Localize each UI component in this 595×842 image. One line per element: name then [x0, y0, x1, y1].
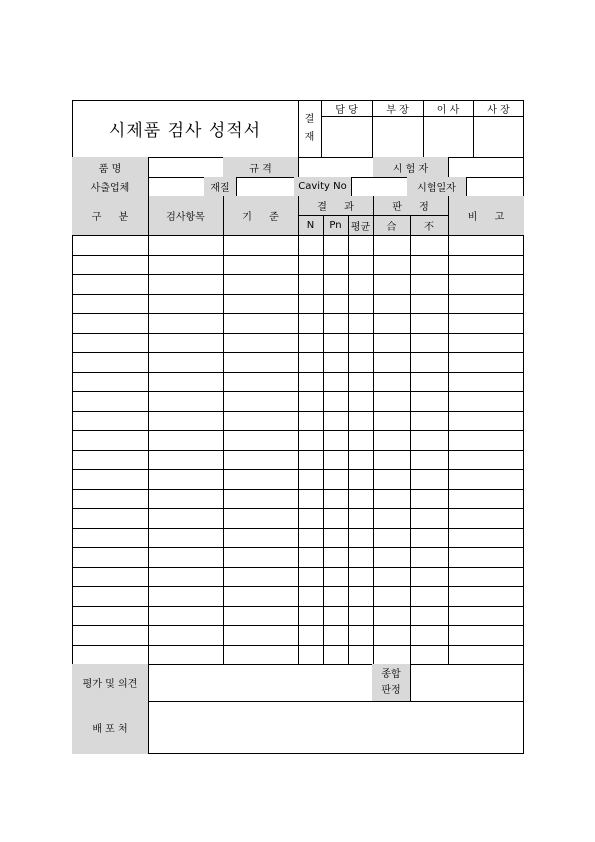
table-row	[72, 411, 524, 431]
table-cell[interactable]	[373, 235, 410, 255]
table-cell[interactable]	[148, 646, 223, 665]
cavity-label: Cavity No	[294, 177, 351, 196]
table-cell[interactable]	[72, 607, 148, 626]
table-cell[interactable]	[348, 235, 373, 255]
table-row	[72, 372, 524, 392]
table-cell[interactable]	[223, 568, 298, 587]
col-header-judgment: 판 정	[373, 196, 448, 215]
table-cell[interactable]	[72, 334, 148, 353]
table-cell[interactable]	[223, 607, 298, 626]
table-cell[interactable]	[348, 568, 373, 587]
table-cell[interactable]	[373, 548, 410, 567]
table-cell[interactable]	[410, 626, 448, 645]
table-cell[interactable]	[448, 235, 524, 255]
table-row	[72, 391, 524, 411]
table-cell[interactable]	[148, 490, 223, 509]
table-cell[interactable]	[148, 509, 223, 528]
table-row	[72, 586, 524, 606]
table-cell[interactable]	[348, 626, 373, 645]
table-cell[interactable]	[323, 548, 348, 567]
table-cell[interactable]	[223, 548, 298, 567]
table-cell[interactable]	[72, 314, 148, 333]
table-cell[interactable]	[373, 490, 410, 509]
table-cell[interactable]	[410, 568, 448, 587]
approval-role-staff: 담 당	[335, 104, 358, 116]
overall-judgment-field[interactable]	[411, 665, 524, 701]
table-cell[interactable]	[223, 295, 298, 314]
table-cell[interactable]	[148, 568, 223, 587]
supplier-field[interactable]	[149, 178, 204, 196]
table-cell[interactable]	[148, 607, 223, 626]
table-cell[interactable]	[348, 256, 373, 275]
table-cell[interactable]	[148, 529, 223, 548]
table-cell[interactable]	[298, 431, 323, 450]
table-row	[72, 430, 524, 450]
table-cell[interactable]	[373, 256, 410, 275]
table-cell[interactable]	[148, 412, 223, 431]
distribution-label: 배 포 처	[72, 701, 148, 754]
table-cell[interactable]	[323, 334, 348, 353]
test-date-label: 시험일자	[407, 177, 466, 196]
table-cell[interactable]	[298, 587, 323, 606]
table-cell[interactable]	[223, 626, 298, 645]
col-header-pass: 合	[373, 215, 410, 235]
table-cell[interactable]	[448, 509, 524, 528]
table-cell[interactable]	[348, 587, 373, 606]
table-cell[interactable]	[72, 646, 148, 665]
table-cell[interactable]	[373, 529, 410, 548]
approval-label-bottom: 재	[304, 131, 315, 143]
table-cell[interactable]	[348, 412, 373, 431]
table-cell[interactable]	[448, 392, 524, 411]
table-cell[interactable]	[72, 509, 148, 528]
table-cell[interactable]	[223, 392, 298, 411]
table-cell[interactable]	[373, 295, 410, 314]
table-cell[interactable]	[72, 392, 148, 411]
table-cell[interactable]	[448, 548, 524, 567]
table-cell[interactable]	[72, 451, 148, 470]
table-cell[interactable]	[448, 646, 524, 665]
table-row	[72, 333, 524, 353]
table-cell[interactable]	[410, 509, 448, 528]
table-cell[interactable]	[298, 626, 323, 645]
signature-box-staff[interactable]	[322, 117, 371, 156]
table-cell[interactable]	[348, 314, 373, 333]
table-cell[interactable]	[72, 412, 148, 431]
table-cell[interactable]	[72, 431, 148, 450]
approval-label-top: 결	[304, 113, 315, 125]
table-cell[interactable]	[448, 412, 524, 431]
table-cell[interactable]	[373, 431, 410, 450]
product-name-field[interactable]	[149, 158, 223, 177]
spec-label: 규 격	[223, 157, 298, 177]
table-cell[interactable]	[223, 353, 298, 372]
table-cell[interactable]	[223, 509, 298, 528]
table-cell[interactable]	[298, 509, 323, 528]
table-cell[interactable]	[72, 373, 148, 392]
tester-field[interactable]	[449, 158, 524, 177]
col-header-n: N	[298, 215, 323, 235]
table-cell[interactable]	[348, 607, 373, 626]
table-cell[interactable]	[298, 373, 323, 392]
table-cell[interactable]	[448, 470, 524, 489]
table-cell[interactable]	[448, 451, 524, 470]
table-cell[interactable]	[223, 314, 298, 333]
table-cell[interactable]	[323, 431, 348, 450]
table-row	[72, 645, 524, 665]
table-cell[interactable]	[410, 470, 448, 489]
table-cell[interactable]	[410, 314, 448, 333]
table-cell[interactable]	[298, 529, 323, 548]
table-cell[interactable]	[298, 412, 323, 431]
table-cell[interactable]	[410, 392, 448, 411]
table-cell[interactable]	[72, 295, 148, 314]
signature-box-president[interactable]	[474, 117, 523, 156]
table-cell[interactable]	[323, 509, 348, 528]
table-cell[interactable]	[373, 470, 410, 489]
col-header-standard: 기 준	[223, 196, 298, 235]
table-cell[interactable]	[410, 373, 448, 392]
table-cell[interactable]	[148, 334, 223, 353]
table-row	[72, 235, 524, 255]
col-header-pn: Pn	[323, 215, 348, 235]
table-cell[interactable]	[373, 568, 410, 587]
table-cell[interactable]	[323, 256, 348, 275]
table-cell[interactable]	[223, 646, 298, 665]
table-cell[interactable]	[373, 626, 410, 645]
table-cell[interactable]	[410, 529, 448, 548]
overall-judgment-top: 종합	[381, 668, 401, 680]
col-header-inspection-item: 검사항목	[148, 196, 223, 235]
table-cell[interactable]	[348, 548, 373, 567]
product-name-label: 품 명	[72, 157, 148, 177]
table-cell[interactable]	[348, 509, 373, 528]
table-cell[interactable]	[323, 314, 348, 333]
distribution-field[interactable]	[149, 702, 524, 754]
table-cell[interactable]	[298, 235, 323, 255]
table-cell[interactable]	[348, 334, 373, 353]
table-cell[interactable]	[348, 392, 373, 411]
table-cell[interactable]	[323, 587, 348, 606]
document-title: 시제품 검사 성적서	[108, 121, 262, 141]
table-cell[interactable]	[148, 548, 223, 567]
table-row	[72, 294, 524, 314]
table-row	[72, 469, 524, 489]
table-row	[72, 450, 524, 470]
signature-box-manager[interactable]	[373, 117, 422, 156]
table-cell[interactable]	[148, 256, 223, 275]
table-cell[interactable]	[373, 334, 410, 353]
table-cell[interactable]	[448, 295, 524, 314]
table-cell[interactable]	[323, 392, 348, 411]
table-cell[interactable]	[410, 235, 448, 255]
table-cell[interactable]	[298, 646, 323, 665]
table-cell[interactable]	[373, 314, 410, 333]
table-cell[interactable]	[72, 568, 148, 587]
table-cell[interactable]	[72, 275, 148, 294]
table-cell[interactable]	[373, 373, 410, 392]
table-cell[interactable]	[72, 235, 148, 255]
table-cell[interactable]	[72, 490, 148, 509]
approval-role-director: 이 사	[436, 104, 460, 116]
table-cell[interactable]	[323, 373, 348, 392]
table-cell[interactable]	[448, 587, 524, 606]
table-cell[interactable]	[148, 275, 223, 294]
table-cell[interactable]	[323, 451, 348, 470]
table-row	[72, 606, 524, 626]
table-cell[interactable]	[323, 607, 348, 626]
table-cell[interactable]	[373, 646, 410, 665]
col-header-remark: 비 고	[448, 196, 524, 235]
table-cell[interactable]	[448, 256, 524, 275]
table-cell[interactable]	[348, 470, 373, 489]
table-row	[72, 567, 524, 587]
table-cell[interactable]	[410, 451, 448, 470]
table-row	[72, 255, 524, 275]
table-row	[72, 508, 524, 528]
table-cell[interactable]	[448, 529, 524, 548]
cavity-field[interactable]	[352, 178, 407, 196]
table-cell[interactable]	[148, 235, 223, 255]
table-cell[interactable]	[410, 275, 448, 294]
table-cell[interactable]	[323, 235, 348, 255]
table-cell[interactable]	[348, 431, 373, 450]
table-cell[interactable]	[348, 490, 373, 509]
table-row	[72, 625, 524, 645]
table-cell[interactable]	[410, 353, 448, 372]
table-cell[interactable]	[298, 295, 323, 314]
table-cell[interactable]	[223, 431, 298, 450]
table-cell[interactable]	[298, 470, 323, 489]
table-cell[interactable]	[323, 412, 348, 431]
table-cell[interactable]	[348, 373, 373, 392]
col-header-category: 구 분	[72, 196, 148, 235]
table-cell[interactable]	[223, 412, 298, 431]
table-cell[interactable]	[298, 490, 323, 509]
table-cell[interactable]	[72, 353, 148, 372]
table-cell[interactable]	[298, 275, 323, 294]
table-cell[interactable]	[348, 451, 373, 470]
table-cell[interactable]	[348, 646, 373, 665]
table-cell[interactable]	[298, 353, 323, 372]
table-cell[interactable]	[223, 334, 298, 353]
table-cell[interactable]	[448, 626, 524, 645]
table-cell[interactable]	[323, 295, 348, 314]
table-cell[interactable]	[223, 529, 298, 548]
table-cell[interactable]	[72, 587, 148, 606]
table-cell[interactable]	[223, 470, 298, 489]
table-cell[interactable]	[148, 626, 223, 645]
table-cell[interactable]	[298, 314, 323, 333]
table-cell[interactable]	[448, 353, 524, 372]
table-cell[interactable]	[323, 275, 348, 294]
overall-judgment-bottom: 판정	[381, 684, 401, 696]
table-cell[interactable]	[410, 490, 448, 509]
table-cell[interactable]	[410, 334, 448, 353]
test-date-field[interactable]	[467, 178, 524, 196]
table-row	[72, 352, 524, 372]
table-cell[interactable]	[148, 353, 223, 372]
table-cell[interactable]	[448, 334, 524, 353]
table-cell[interactable]	[223, 451, 298, 470]
table-cell[interactable]	[148, 470, 223, 489]
tester-label: 시 험 자	[373, 157, 448, 177]
table-cell[interactable]	[148, 451, 223, 470]
table-cell[interactable]	[410, 607, 448, 626]
approval-label	[298, 100, 321, 157]
table-cell[interactable]	[373, 607, 410, 626]
table-cell[interactable]	[410, 646, 448, 665]
table-cell[interactable]	[148, 295, 223, 314]
table-cell[interactable]	[348, 353, 373, 372]
table-cell[interactable]	[373, 509, 410, 528]
table-row	[72, 313, 524, 333]
table-cell[interactable]	[373, 275, 410, 294]
table-cell[interactable]	[72, 256, 148, 275]
table-cell[interactable]	[72, 626, 148, 645]
table-cell[interactable]	[323, 529, 348, 548]
table-cell[interactable]	[448, 275, 524, 294]
table-cell[interactable]	[72, 548, 148, 567]
approval-role-manager: 부 장	[386, 104, 409, 116]
overall-judgment-label	[372, 664, 410, 701]
table-cell[interactable]	[223, 490, 298, 509]
table-cell[interactable]	[298, 548, 323, 567]
table-row	[72, 547, 524, 567]
table-cell[interactable]	[410, 295, 448, 314]
table-cell[interactable]	[323, 470, 348, 489]
table-cell[interactable]	[323, 568, 348, 587]
col-header-average: 평균	[348, 215, 373, 235]
evaluation-field[interactable]	[149, 665, 372, 701]
table-row	[72, 528, 524, 548]
table-cell[interactable]	[298, 256, 323, 275]
table-cell[interactable]	[448, 373, 524, 392]
table-cell[interactable]	[410, 548, 448, 567]
table-cell[interactable]	[298, 568, 323, 587]
table-cell[interactable]	[223, 587, 298, 606]
evaluation-label: 평가 및 의견	[72, 664, 148, 701]
table-cell[interactable]	[298, 451, 323, 470]
table-cell[interactable]	[448, 431, 524, 450]
table-cell[interactable]	[448, 314, 524, 333]
table-cell[interactable]	[148, 314, 223, 333]
table-row	[72, 274, 524, 294]
table-cell[interactable]	[323, 490, 348, 509]
material-field[interactable]	[237, 178, 294, 196]
table-cell[interactable]	[148, 373, 223, 392]
table-cell[interactable]	[148, 431, 223, 450]
table-cell[interactable]	[373, 412, 410, 431]
table-cell[interactable]	[373, 392, 410, 411]
col-header-fail: 不	[410, 215, 448, 235]
table-cell[interactable]	[373, 353, 410, 372]
table-cell[interactable]	[448, 607, 524, 626]
table-row	[72, 489, 524, 509]
material-label: 재질	[204, 177, 236, 196]
table-cell[interactable]	[72, 470, 148, 489]
table-cell[interactable]	[373, 587, 410, 606]
table-cell[interactable]	[448, 490, 524, 509]
table-cell[interactable]	[410, 256, 448, 275]
table-cell[interactable]	[298, 334, 323, 353]
table-cell[interactable]	[410, 412, 448, 431]
table-cell[interactable]	[348, 275, 373, 294]
table-cell[interactable]	[348, 529, 373, 548]
table-cell[interactable]	[373, 451, 410, 470]
table-cell[interactable]	[223, 235, 298, 255]
table-cell[interactable]	[223, 256, 298, 275]
table-cell[interactable]	[410, 431, 448, 450]
table-cell[interactable]	[348, 295, 373, 314]
approval-role-president: 사 장	[487, 104, 510, 116]
spec-field[interactable]	[299, 158, 373, 177]
table-cell[interactable]	[323, 646, 348, 665]
table-cell[interactable]	[323, 353, 348, 372]
table-cell[interactable]	[72, 529, 148, 548]
table-cell[interactable]	[410, 587, 448, 606]
col-header-result: 결 과	[298, 196, 373, 215]
signature-box-director[interactable]	[424, 117, 472, 156]
table-cell[interactable]	[223, 275, 298, 294]
supplier-label: 사출업체	[72, 177, 148, 196]
table-cell[interactable]	[323, 626, 348, 645]
table-cell[interactable]	[148, 392, 223, 411]
table-cell[interactable]	[148, 587, 223, 606]
table-cell[interactable]	[223, 373, 298, 392]
table-cell[interactable]	[298, 392, 323, 411]
table-cell[interactable]	[298, 607, 323, 626]
table-cell[interactable]	[448, 568, 524, 587]
